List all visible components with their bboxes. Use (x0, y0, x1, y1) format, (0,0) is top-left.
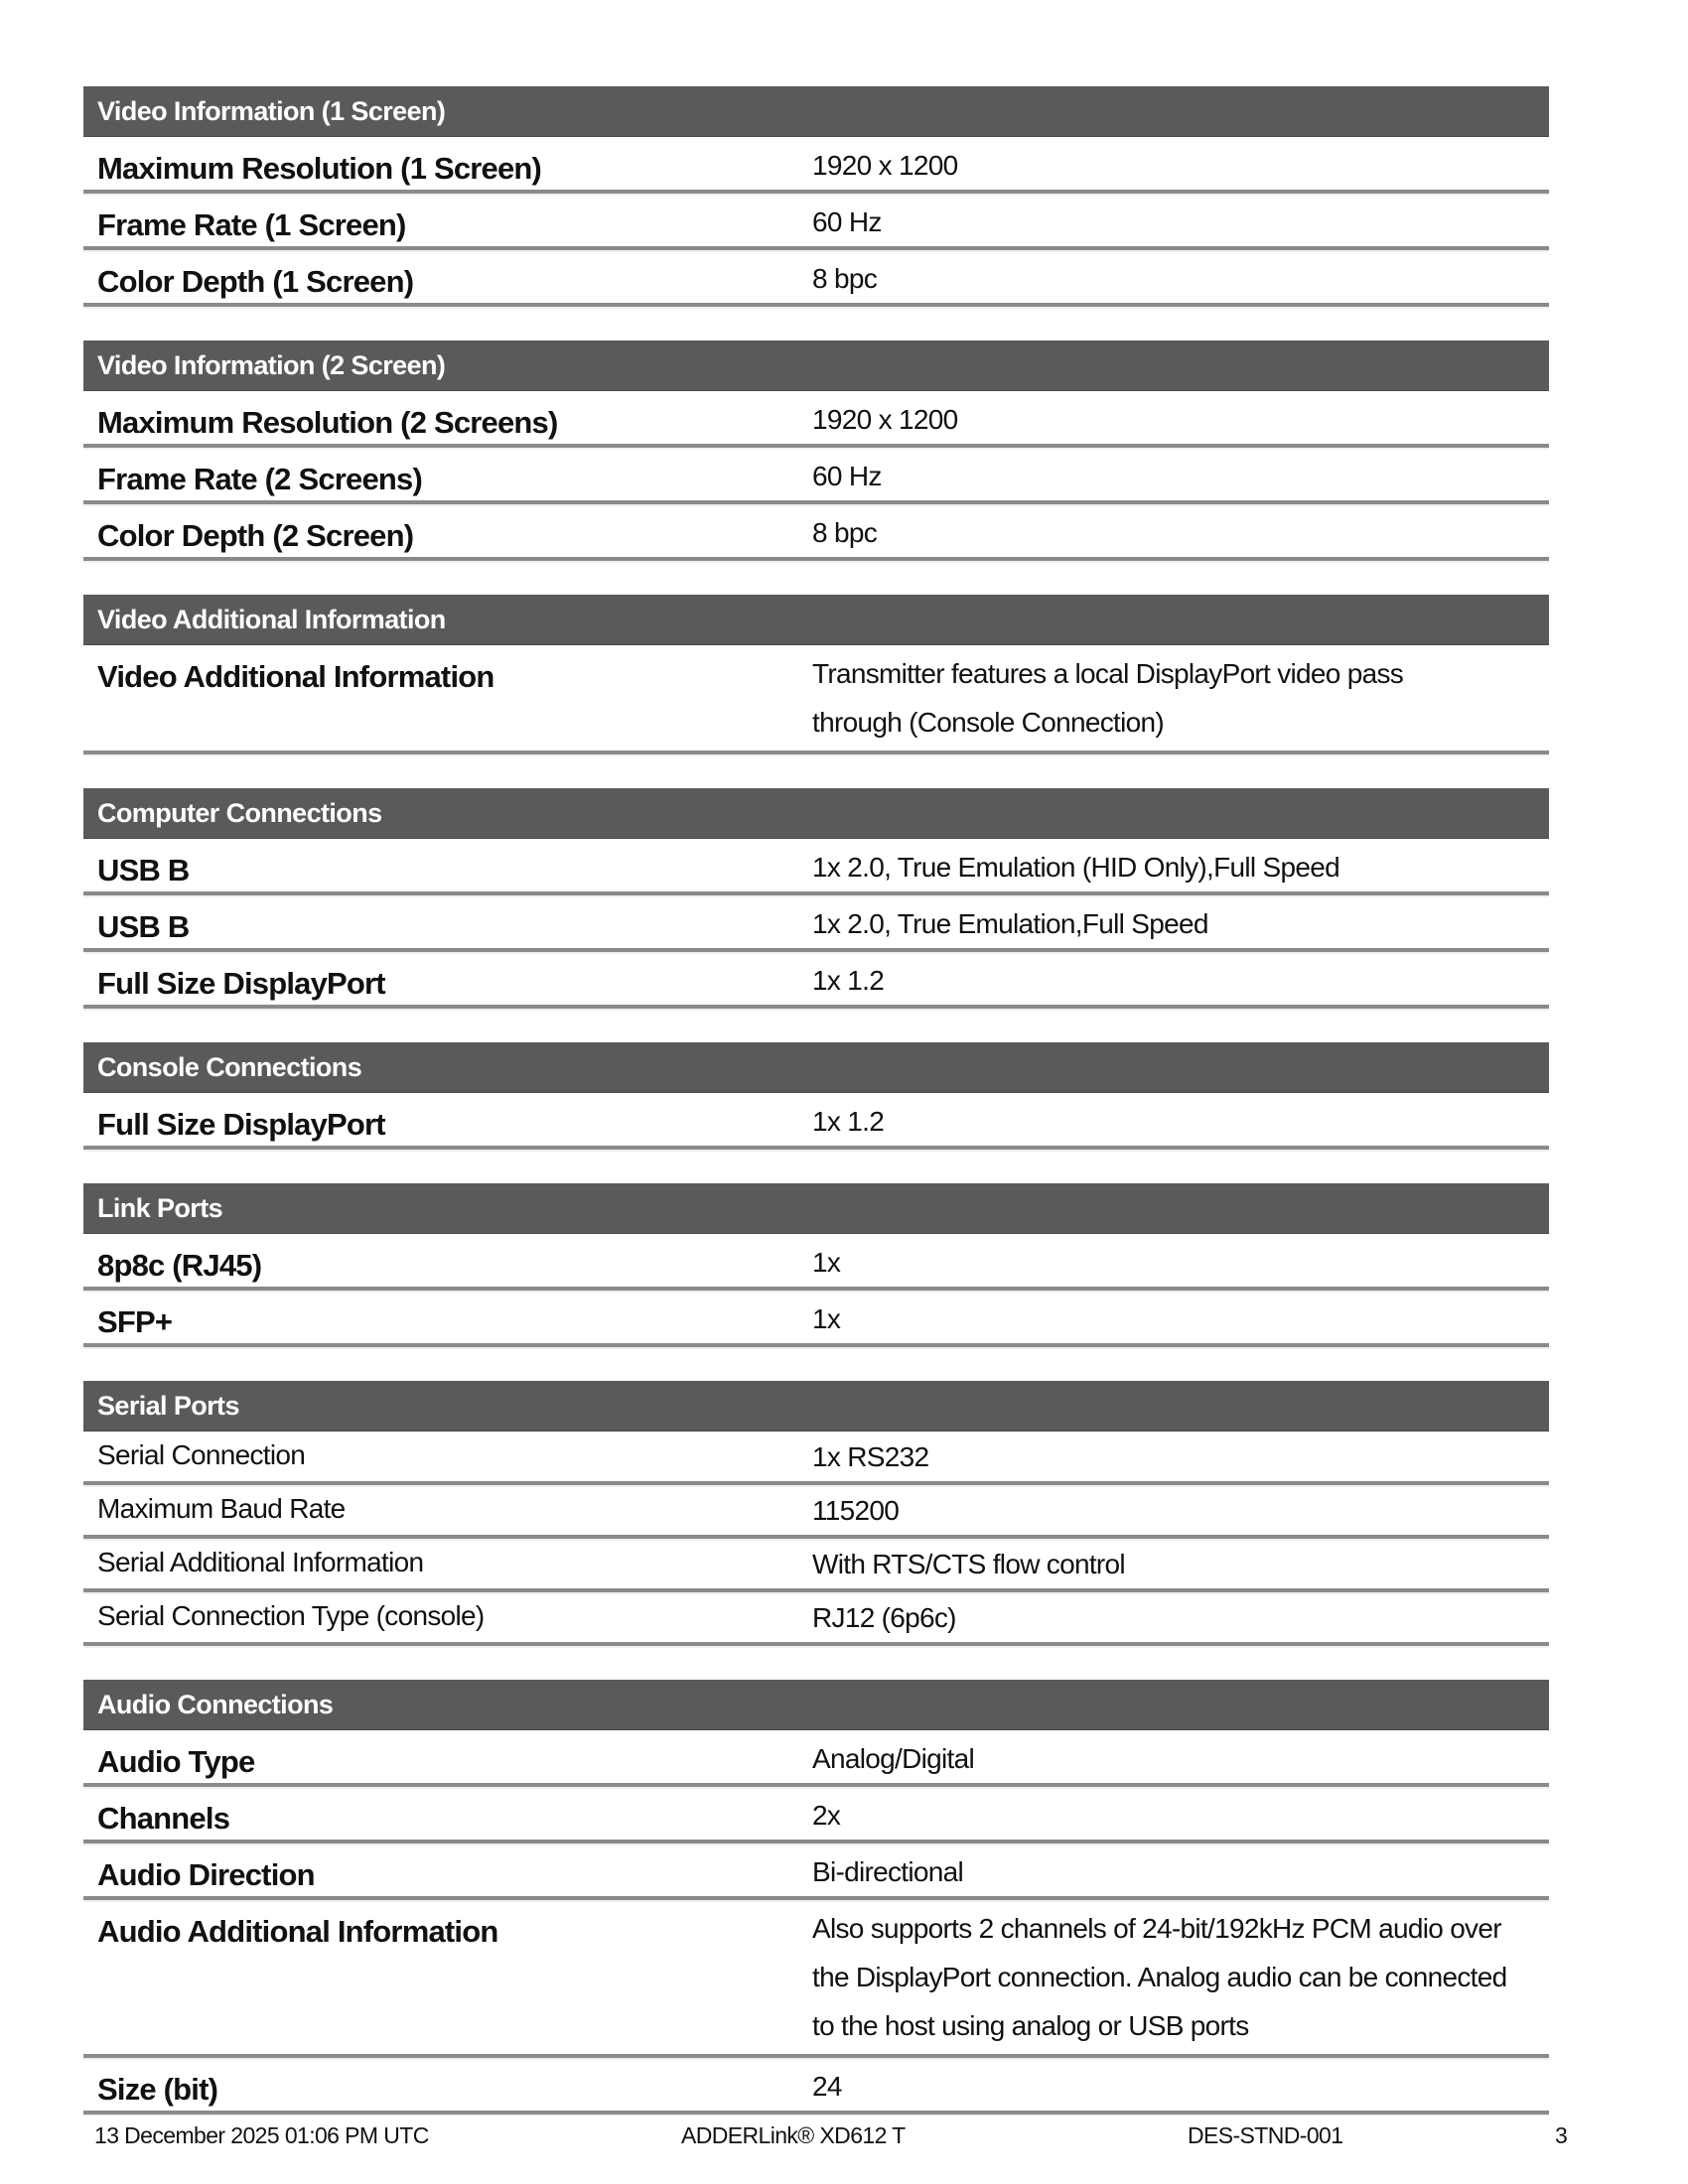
spec-value: 1920 x 1200 (812, 404, 958, 435)
footer-page-number: 3 (1555, 2122, 1568, 2148)
spec-label: Maximum Resolution (1 Screen) (97, 151, 542, 186)
section-video-2-screen (83, 341, 1549, 561)
spec-row (83, 137, 1549, 194)
spec-value: Also supports 2 channels of 24-bit/192kHz PCM audio over the DisplayPort connection. Analog audio can be connected to the host using analog or USB ports (812, 1913, 1507, 2041)
spec-table (83, 86, 1549, 2148)
page-footer (0, 2122, 1688, 2154)
section-header: Serial Ports (83, 1381, 1549, 1432)
spec-row (83, 1291, 1549, 1347)
spec-row (83, 952, 1549, 1009)
spec-row (83, 391, 1549, 448)
spec-value: 60 Hz (812, 461, 882, 491)
spec-value: 2x (812, 1800, 841, 1831)
spec-label: Size (bit) (97, 2072, 218, 2107)
spec-label: Audio Additional Information (97, 1914, 498, 1949)
spec-row (83, 1787, 1549, 1843)
spec-label: Audio Type (97, 1744, 255, 1779)
spec-label: Video Additional Information (97, 659, 494, 694)
section-header: Video Information (2 Screen) (83, 341, 1549, 391)
spec-label: Color Depth (2 Screen) (97, 518, 414, 553)
spec-row (83, 1485, 1549, 1539)
spec-label: Serial Connection (97, 1439, 306, 1470)
spec-row (83, 448, 1549, 504)
spec-label: Audio Direction (97, 1857, 315, 1892)
section-console-connections (83, 1042, 1549, 1150)
footer-product-name: ADDERLink® XD612 T (681, 2122, 906, 2148)
footer-document-id: DES-STND-001 (1188, 2122, 1343, 2148)
section-header: Video Information (1 Screen) (83, 86, 1549, 137)
spec-label: USB B (97, 853, 190, 887)
spec-value: Analog/Digital (812, 1743, 974, 1774)
spec-value: With RTS/CTS flow control (812, 1549, 1125, 1579)
spec-label: Serial Connection Type (console) (97, 1600, 485, 1631)
spec-row (83, 1730, 1549, 1787)
spec-row (83, 895, 1549, 952)
footer-date: 13 December 2025 01:06 PM UTC (94, 2122, 429, 2148)
spec-value: 24 (812, 2071, 842, 2102)
spec-value: 1x 2.0, True Emulation,Full Speed (812, 908, 1208, 939)
spec-label: Maximum Resolution (2 Screens) (97, 405, 558, 440)
spec-row (83, 1093, 1549, 1150)
section-serial-ports (83, 1381, 1549, 1646)
spec-row (83, 1234, 1549, 1291)
spec-label: USB B (97, 909, 190, 944)
spec-label: Full Size DisplayPort (97, 966, 385, 1001)
spec-label: Channels (97, 1801, 230, 1836)
section-header: Console Connections (83, 1042, 1549, 1093)
spec-value: 8 bpc (812, 517, 877, 548)
spec-value: 1x 2.0, True Emulation (HID Only),Full Speed (812, 852, 1339, 883)
spec-label: Color Depth (1 Screen) (97, 264, 414, 299)
spec-row (83, 1843, 1549, 1900)
spec-row (83, 839, 1549, 895)
section-video-additional (83, 595, 1549, 754)
section-audio-connections (83, 1680, 1549, 2115)
spec-value: 1x 1.2 (812, 965, 885, 996)
spec-label: Serial Additional Information (97, 1547, 424, 1577)
spec-value: 1x (812, 1303, 841, 1334)
spec-value: 1x RS232 (812, 1441, 929, 1472)
spec-value: RJ12 (6p6c) (812, 1602, 956, 1633)
spec-value: 1x (812, 1247, 841, 1278)
spec-value: 115200 (812, 1495, 900, 1526)
spec-row (83, 1592, 1549, 1646)
spec-label: 8p8c (RJ45) (97, 1248, 262, 1283)
spec-label: Full Size DisplayPort (97, 1107, 385, 1142)
spec-value: 8 bpc (812, 263, 877, 294)
spec-row (83, 1539, 1549, 1592)
spec-row (83, 250, 1549, 307)
section-computer-connections (83, 788, 1549, 1009)
spec-label: SFP+ (97, 1304, 173, 1339)
section-header: Link Ports (83, 1183, 1549, 1234)
section-video-1-screen (83, 86, 1549, 307)
spec-row (83, 1432, 1549, 1485)
spec-row (83, 504, 1549, 561)
spec-row (83, 1900, 1549, 2058)
spec-label: Frame Rate (2 Screens) (97, 462, 423, 496)
section-header: Audio Connections (83, 1680, 1549, 1730)
section-link-ports (83, 1183, 1549, 1347)
spec-row (83, 645, 1549, 754)
spec-value: 60 Hz (812, 206, 882, 237)
spec-value: 1x 1.2 (812, 1106, 885, 1137)
spec-row (83, 194, 1549, 250)
section-header: Video Additional Information (83, 595, 1549, 645)
section-header: Computer Connections (83, 788, 1549, 839)
spec-label: Frame Rate (1 Screen) (97, 207, 406, 242)
spec-row (83, 2058, 1549, 2115)
spec-label: Maximum Baud Rate (97, 1493, 346, 1524)
spec-value: 1920 x 1200 (812, 150, 958, 181)
spec-value: Transmitter features a local DisplayPort video pass through (Console Connection) (812, 658, 1404, 738)
spec-value: Bi-directional (812, 1856, 964, 1887)
